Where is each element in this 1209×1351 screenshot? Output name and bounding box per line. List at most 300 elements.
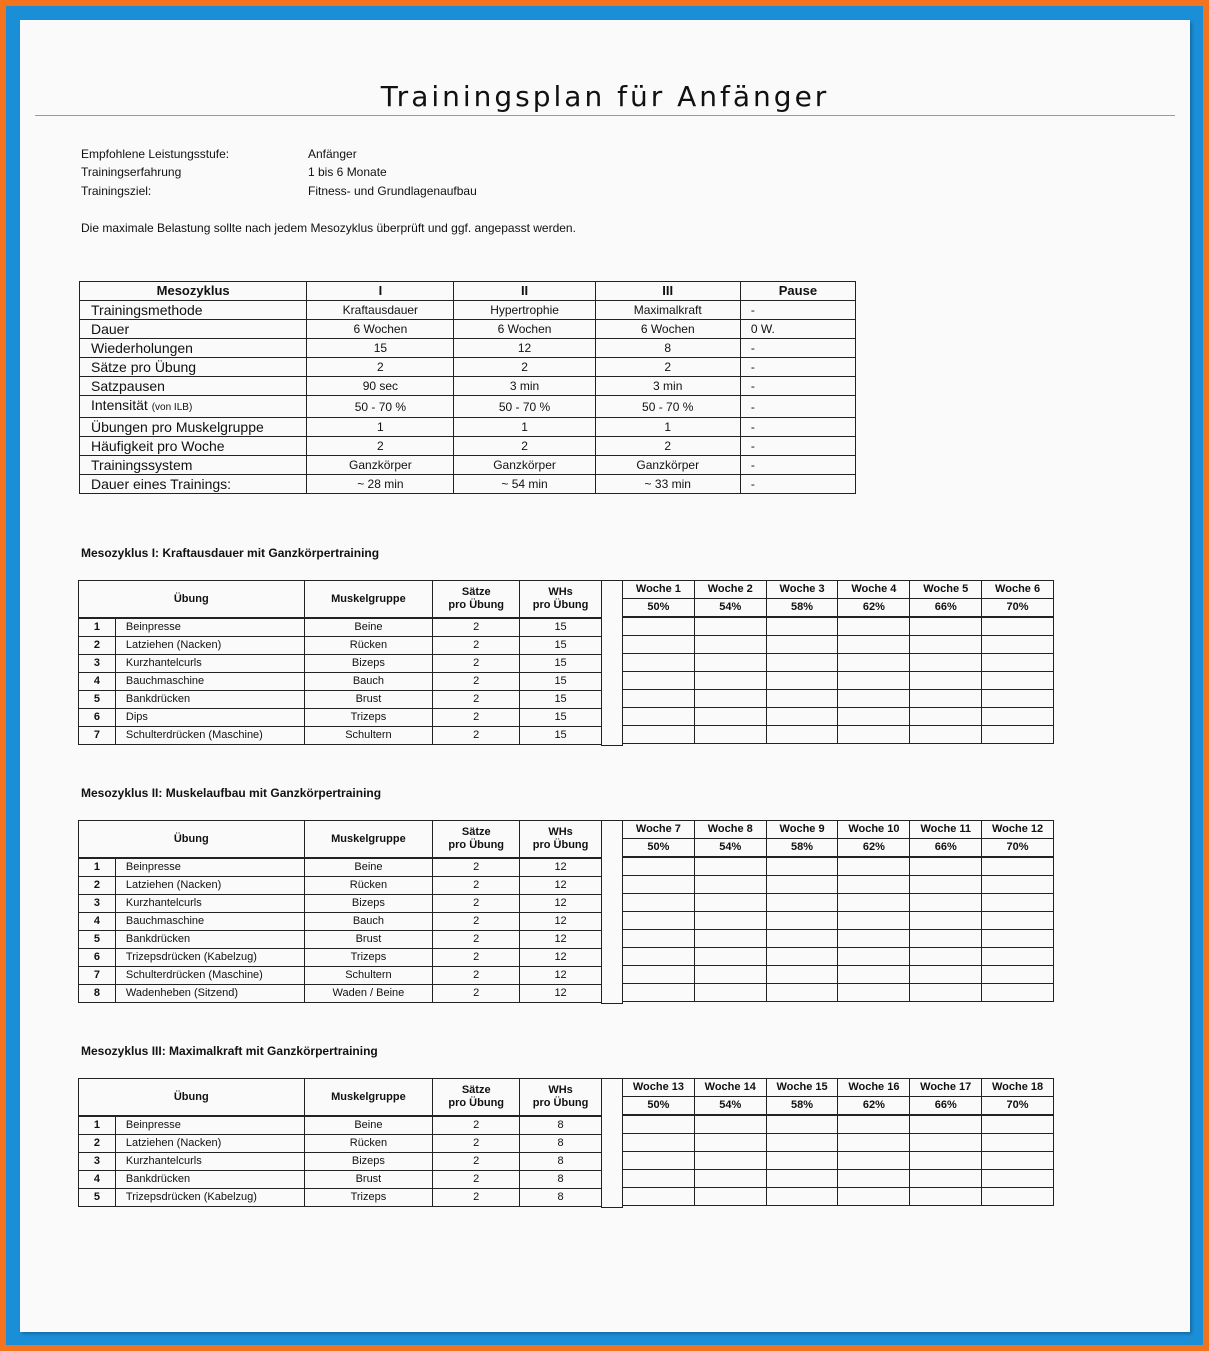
week-entry-cell[interactable] (838, 876, 910, 894)
sets-value: 2 (433, 858, 520, 877)
exercise-name: Bankdrücken (115, 691, 304, 709)
week-entry-cell[interactable] (694, 894, 766, 912)
week-input-row (623, 948, 1054, 966)
week-entry-cell[interactable] (838, 966, 910, 984)
week-entry-cell[interactable] (694, 984, 766, 1002)
week-entry-cell[interactable] (766, 726, 838, 744)
table-row (79, 895, 602, 913)
exercise-name: Bankdrücken (115, 931, 304, 949)
week-entry-cell[interactable] (766, 1115, 838, 1134)
exercise-name: Latziehen (Nacken) (115, 637, 304, 655)
summary-row (80, 301, 856, 320)
header-whs: WHs pro Übung (520, 1079, 602, 1117)
table-row (79, 877, 602, 895)
week-entry-cell[interactable] (623, 876, 695, 894)
week-entry-cell[interactable] (766, 1188, 838, 1206)
header-uebung: Übung (79, 821, 305, 859)
week-input-row (623, 876, 1054, 894)
week-entry-cell[interactable] (623, 654, 695, 672)
week-entry-cell[interactable] (838, 1152, 910, 1170)
summary-row-label: Trainingssystem (80, 456, 307, 475)
muscle-group: Bizeps (304, 655, 433, 673)
percent-row (623, 839, 1054, 858)
week-header-row (623, 1079, 1054, 1097)
week-label: Woche 2 (694, 581, 766, 599)
week-entry-cell[interactable] (766, 1152, 838, 1170)
week-input-row (623, 912, 1054, 930)
sets-value: 2 (433, 727, 520, 745)
exercise-name: Latziehen (Nacken) (115, 1135, 304, 1153)
summary-row-label: Wiederholungen (80, 339, 307, 358)
summary-cell: 3 min (595, 377, 740, 396)
week-entry-cell[interactable] (910, 857, 982, 876)
summary-row-label: Häufigkeit pro Woche (80, 437, 307, 456)
week-entry-cell[interactable] (694, 966, 766, 984)
week-input-row (623, 966, 1054, 984)
exercise-header-row (79, 821, 602, 859)
exercise-number: 2 (79, 637, 116, 655)
week-entry-cell[interactable] (694, 1170, 766, 1188)
week-entry-cell[interactable] (838, 930, 910, 948)
sets-value: 2 (433, 691, 520, 709)
summary-cell: ~ 54 min (454, 475, 595, 494)
week-entry-cell[interactable] (838, 708, 910, 726)
week-entry-cell[interactable] (982, 948, 1054, 966)
summary-cell: Ganzkörper (454, 456, 595, 475)
summary-cell: 2 (595, 437, 740, 456)
summary-cell: 0 W. (740, 320, 855, 339)
summary-cell: - (740, 396, 855, 418)
week-entry-cell[interactable] (694, 1188, 766, 1206)
week-entry-cell[interactable] (766, 617, 838, 636)
week-entry-cell[interactable] (623, 930, 695, 948)
table-row (79, 709, 602, 727)
week-entry-cell[interactable] (910, 876, 982, 894)
week-entry-cell[interactable] (910, 948, 982, 966)
info-value: Anfänger (308, 147, 357, 161)
summary-cell: Maximalkraft (595, 301, 740, 320)
muscle-group: Waden / Beine (304, 985, 433, 1003)
week-entry-cell[interactable] (623, 948, 695, 966)
summary-row (80, 475, 856, 494)
week-entry-cell[interactable] (910, 654, 982, 672)
summary-label-note: (von ILB) (151, 402, 193, 413)
week-entry-cell[interactable] (694, 948, 766, 966)
summary-cell: 8 (595, 339, 740, 358)
week-input-row (623, 1188, 1054, 1206)
week-entry-cell[interactable] (766, 894, 838, 912)
reps-value: 15 (520, 655, 602, 673)
exercise-name: Schulterdrücken (Maschine) (115, 967, 304, 985)
week-entry-cell[interactable] (623, 708, 695, 726)
spacer-column (601, 820, 623, 1004)
reps-value: 12 (520, 949, 602, 967)
week-entry-cell[interactable] (982, 1115, 1054, 1134)
week-entry-cell[interactable] (623, 1115, 695, 1134)
week-entry-cell[interactable] (910, 894, 982, 912)
week-entry-cell[interactable] (838, 690, 910, 708)
info-key: Trainingserfahrung (81, 165, 182, 179)
week-entry-cell[interactable] (982, 708, 1054, 726)
week-entry-cell[interactable] (982, 1188, 1054, 1206)
header-muskelgruppe: Muskelgruppe (304, 1079, 433, 1117)
week-entry-cell[interactable] (623, 1134, 695, 1152)
muscle-group: Trizeps (304, 1189, 433, 1207)
week-entry-cell[interactable] (982, 690, 1054, 708)
week-entry-cell[interactable] (910, 930, 982, 948)
week-entry-cell[interactable] (982, 1152, 1054, 1170)
sets-value: 2 (433, 709, 520, 727)
exercise-name: Beinpresse (115, 618, 304, 637)
sets-value: 2 (433, 1171, 520, 1189)
week-label: Woche 14 (694, 1079, 766, 1097)
muscle-group: Brust (304, 1171, 433, 1189)
week-entry-cell[interactable] (694, 1115, 766, 1134)
summary-cell: - (740, 437, 855, 456)
week-entry-cell[interactable] (910, 690, 982, 708)
week-entry-cell[interactable] (910, 984, 982, 1002)
week-entry-cell[interactable] (982, 636, 1054, 654)
section-title-2: Mesozyklus II: Muskelaufbau mit Ganzkörpertraining (81, 786, 382, 800)
reps-value: 15 (520, 727, 602, 745)
sets-value: 2 (433, 985, 520, 1003)
week-entry-cell[interactable] (910, 1115, 982, 1134)
header-saetze: Sätze pro Übung (433, 1079, 520, 1117)
week-entry-cell[interactable] (694, 1134, 766, 1152)
summary-cell: 90 sec (307, 377, 454, 396)
reps-value: 8 (520, 1189, 602, 1207)
week-entry-cell[interactable] (766, 876, 838, 894)
reps-value: 12 (520, 877, 602, 895)
exercise-table (78, 820, 602, 1003)
week-entry-cell[interactable] (910, 672, 982, 690)
week-percent: 62% (838, 599, 910, 618)
week-entry-cell[interactable] (982, 930, 1054, 948)
week-entry-cell[interactable] (838, 912, 910, 930)
week-entry-cell[interactable] (694, 654, 766, 672)
summary-cell: 2 (454, 358, 595, 377)
week-entry-cell[interactable] (910, 1188, 982, 1206)
summary-cell: 2 (454, 437, 595, 456)
summary-cell: ~ 28 min (307, 475, 454, 494)
info-key: Empfohlene Leistungsstufe: (81, 147, 230, 161)
week-label: Woche 9 (766, 821, 838, 839)
table-row (79, 858, 602, 877)
week-entry-cell[interactable] (838, 654, 910, 672)
week-percent: 54% (694, 1097, 766, 1116)
summary-cell: - (740, 377, 855, 396)
week-entry-cell[interactable] (982, 617, 1054, 636)
exercise-table (78, 580, 602, 745)
sets-value: 2 (433, 655, 520, 673)
week-percent: 70% (982, 1097, 1054, 1116)
muscle-group: Rücken (304, 637, 433, 655)
header-saetze: Sätze pro Übung (433, 821, 520, 859)
week-entry-cell[interactable] (623, 894, 695, 912)
summary-cell: 12 (454, 339, 595, 358)
table-row (79, 1116, 602, 1135)
week-label: Woche 1 (623, 581, 695, 599)
summary-cell: Ganzkörper (307, 456, 454, 475)
week-entry-cell[interactable] (623, 726, 695, 744)
summary-row (80, 396, 856, 418)
summary-cell: - (740, 339, 855, 358)
week-entry-cell[interactable] (694, 726, 766, 744)
week-entry-cell[interactable] (623, 1152, 695, 1170)
sets-value: 2 (433, 913, 520, 931)
week-entry-cell[interactable] (838, 1188, 910, 1206)
exercise-number: 2 (79, 877, 116, 895)
percent-row (623, 1097, 1054, 1116)
week-entry-cell[interactable] (623, 672, 695, 690)
summary-cell: 3 min (454, 377, 595, 396)
week-entry-cell[interactable] (694, 930, 766, 948)
summary-header-cell: III (595, 282, 740, 301)
week-entry-cell[interactable] (838, 617, 910, 636)
exercise-number: 4 (79, 1171, 116, 1189)
summary-row (80, 437, 856, 456)
week-entry-cell[interactable] (623, 912, 695, 930)
week-label: Woche 5 (910, 581, 982, 599)
reps-value: 15 (520, 618, 602, 637)
week-entry-cell[interactable] (623, 984, 695, 1002)
week-entry-cell[interactable] (910, 708, 982, 726)
summary-cell: - (740, 358, 855, 377)
summary-header-row (80, 282, 856, 301)
week-entry-cell[interactable] (766, 708, 838, 726)
week-entry-cell[interactable] (982, 894, 1054, 912)
week-entry-cell[interactable] (694, 1152, 766, 1170)
muscle-group: Bauch (304, 913, 433, 931)
week-entry-cell[interactable] (766, 984, 838, 1002)
summary-row (80, 320, 856, 339)
week-entry-cell[interactable] (766, 636, 838, 654)
week-entry-cell[interactable] (838, 672, 910, 690)
section-title-3: Mesozyklus III: Maximalkraft mit Ganzkörpertraining (81, 1044, 378, 1058)
week-label: Woche 15 (766, 1079, 838, 1097)
week-entry-cell[interactable] (623, 857, 695, 876)
week-entry-cell[interactable] (766, 966, 838, 984)
reps-value: 8 (520, 1153, 602, 1171)
week-entry-cell[interactable] (694, 876, 766, 894)
week-entry-cell[interactable] (982, 726, 1054, 744)
week-entry-cell[interactable] (766, 912, 838, 930)
week-entry-cell[interactable] (982, 672, 1054, 690)
week-label: Woche 4 (838, 581, 910, 599)
week-label: Woche 11 (910, 821, 982, 839)
exercise-number: 3 (79, 655, 116, 673)
week-entry-cell[interactable] (838, 1170, 910, 1188)
week-entry-cell[interactable] (982, 654, 1054, 672)
week-label: Woche 16 (838, 1079, 910, 1097)
muscle-group: Beine (304, 618, 433, 637)
week-entry-cell[interactable] (982, 966, 1054, 984)
week-entry-cell[interactable] (838, 1134, 910, 1152)
week-entry-cell[interactable] (982, 1170, 1054, 1188)
header-whs: WHs pro Übung (520, 821, 602, 859)
exercise-number: 2 (79, 1135, 116, 1153)
muscle-group: Trizeps (304, 949, 433, 967)
exercise-header-row (79, 1079, 602, 1117)
week-entry-cell[interactable] (623, 1170, 695, 1188)
table-row (79, 931, 602, 949)
header-whs: WHs pro Übung (520, 581, 602, 619)
exercise-number: 3 (79, 895, 116, 913)
spacer-cell (602, 581, 623, 746)
sets-value: 2 (433, 1153, 520, 1171)
week-entry-cell[interactable] (910, 726, 982, 744)
table-row (79, 967, 602, 985)
week-entry-cell[interactable] (910, 912, 982, 930)
summary-cell: 6 Wochen (307, 320, 454, 339)
muscle-group: Beine (304, 858, 433, 877)
exercise-number: 1 (79, 1116, 116, 1135)
summary-cell: Ganzkörper (595, 456, 740, 475)
exercise-number: 1 (79, 618, 116, 637)
week-table (622, 580, 1054, 744)
week-entry-cell[interactable] (910, 617, 982, 636)
exercise-name: Bauchmaschine (115, 673, 304, 691)
week-entry-cell[interactable] (838, 984, 910, 1002)
week-entry-cell[interactable] (982, 984, 1054, 1002)
week-entry-cell[interactable] (982, 1134, 1054, 1152)
info-value: Fitness- und Grundlagenaufbau (308, 184, 477, 198)
week-entry-cell[interactable] (838, 857, 910, 876)
week-entry-cell[interactable] (982, 912, 1054, 930)
reps-value: 15 (520, 691, 602, 709)
document-page (20, 20, 1190, 1332)
exercise-number: 5 (79, 931, 116, 949)
summary-header-cell: Pause (740, 282, 855, 301)
exercise-name: Latziehen (Nacken) (115, 877, 304, 895)
week-percent: 58% (766, 839, 838, 858)
week-label: Woche 7 (623, 821, 695, 839)
week-input-row (623, 894, 1054, 912)
week-percent: 62% (838, 839, 910, 858)
week-entry-cell[interactable] (694, 672, 766, 690)
week-input-row (623, 617, 1054, 636)
week-entry-cell[interactable] (623, 1188, 695, 1206)
week-percent: 70% (982, 599, 1054, 618)
muscle-group: Rücken (304, 877, 433, 895)
week-entry-cell[interactable] (838, 894, 910, 912)
week-entry-cell[interactable] (766, 930, 838, 948)
sets-value: 2 (433, 1116, 520, 1135)
week-entry-cell[interactable] (694, 708, 766, 726)
exercise-name: Trizepsdrücken (Kabelzug) (115, 949, 304, 967)
week-entry-cell[interactable] (910, 636, 982, 654)
week-entry-cell[interactable] (623, 636, 695, 654)
summary-cell: 2 (595, 358, 740, 377)
week-entry-cell[interactable] (694, 857, 766, 876)
week-entry-cell[interactable] (766, 857, 838, 876)
summary-header-cell: I (307, 282, 454, 301)
reps-value: 12 (520, 913, 602, 931)
week-entry-cell[interactable] (766, 1170, 838, 1188)
exercise-name: Dips (115, 709, 304, 727)
week-entry-cell[interactable] (766, 1134, 838, 1152)
week-input-row (623, 984, 1054, 1002)
week-input-row (623, 1134, 1054, 1152)
week-entry-cell[interactable] (910, 1152, 982, 1170)
exercise-number: 4 (79, 913, 116, 931)
week-entry-cell[interactable] (910, 966, 982, 984)
week-input-row (623, 654, 1054, 672)
week-entry-cell[interactable] (623, 966, 695, 984)
exercise-name: Schulterdrücken (Maschine) (115, 727, 304, 745)
week-percent: 58% (766, 1097, 838, 1116)
week-percent: 50% (623, 1097, 695, 1116)
week-percent: 50% (623, 839, 695, 858)
table-row (79, 1171, 602, 1189)
exercise-name: Kurzhantelcurls (115, 1153, 304, 1171)
week-entry-cell[interactable] (838, 1115, 910, 1134)
exercise-name: Bauchmaschine (115, 913, 304, 931)
week-entry-cell[interactable] (910, 1134, 982, 1152)
sets-value: 2 (433, 877, 520, 895)
week-entry-cell[interactable] (694, 690, 766, 708)
sets-value: 2 (433, 1189, 520, 1207)
reps-value: 12 (520, 967, 602, 985)
reps-value: 15 (520, 709, 602, 727)
summary-row-label: Intensität (von ILB) (80, 396, 307, 418)
week-entry-cell[interactable] (910, 1170, 982, 1188)
table-row (79, 727, 602, 745)
week-percent: 50% (623, 599, 695, 618)
exercise-name: Beinpresse (115, 858, 304, 877)
week-entry-cell[interactable] (838, 948, 910, 966)
week-entry-cell[interactable] (838, 636, 910, 654)
week-entry-cell[interactable] (766, 672, 838, 690)
page-title: Trainingsplan für Anfänger (380, 80, 830, 113)
week-entry-cell[interactable] (982, 876, 1054, 894)
percent-row (623, 599, 1054, 618)
week-percent: 66% (910, 839, 982, 858)
week-input-row (623, 1170, 1054, 1188)
week-entry-cell[interactable] (694, 617, 766, 636)
exercise-number: 7 (79, 727, 116, 745)
sets-value: 2 (433, 895, 520, 913)
week-entry-cell[interactable] (694, 912, 766, 930)
week-entry-cell[interactable] (694, 636, 766, 654)
muscle-group: Brust (304, 931, 433, 949)
mesocycle-summary-table (79, 281, 856, 494)
spacer-column (601, 1078, 623, 1208)
week-entry-cell[interactable] (766, 654, 838, 672)
week-label: Woche 3 (766, 581, 838, 599)
week-entry-cell[interactable] (623, 690, 695, 708)
summary-cell: 1 (595, 418, 740, 437)
muscle-group: Beine (304, 1116, 433, 1135)
muscle-group: Bizeps (304, 895, 433, 913)
reps-value: 8 (520, 1116, 602, 1135)
summary-row-label: Trainingsmethode (80, 301, 307, 320)
table-row (79, 1135, 602, 1153)
week-entry-cell[interactable] (766, 948, 838, 966)
summary-row-label: Satzpausen (80, 377, 307, 396)
summary-header-cell: Mesozyklus (80, 282, 307, 301)
week-entry-cell[interactable] (982, 857, 1054, 876)
reps-value: 8 (520, 1171, 602, 1189)
sets-value: 2 (433, 967, 520, 985)
week-entry-cell[interactable] (838, 726, 910, 744)
week-label: Woche 18 (982, 1079, 1054, 1097)
week-entry-cell[interactable] (766, 690, 838, 708)
week-entry-cell[interactable] (623, 617, 695, 636)
exercise-number: 5 (79, 691, 116, 709)
summary-cell: 6 Wochen (454, 320, 595, 339)
summary-row-label: Sätze pro Übung (80, 358, 307, 377)
